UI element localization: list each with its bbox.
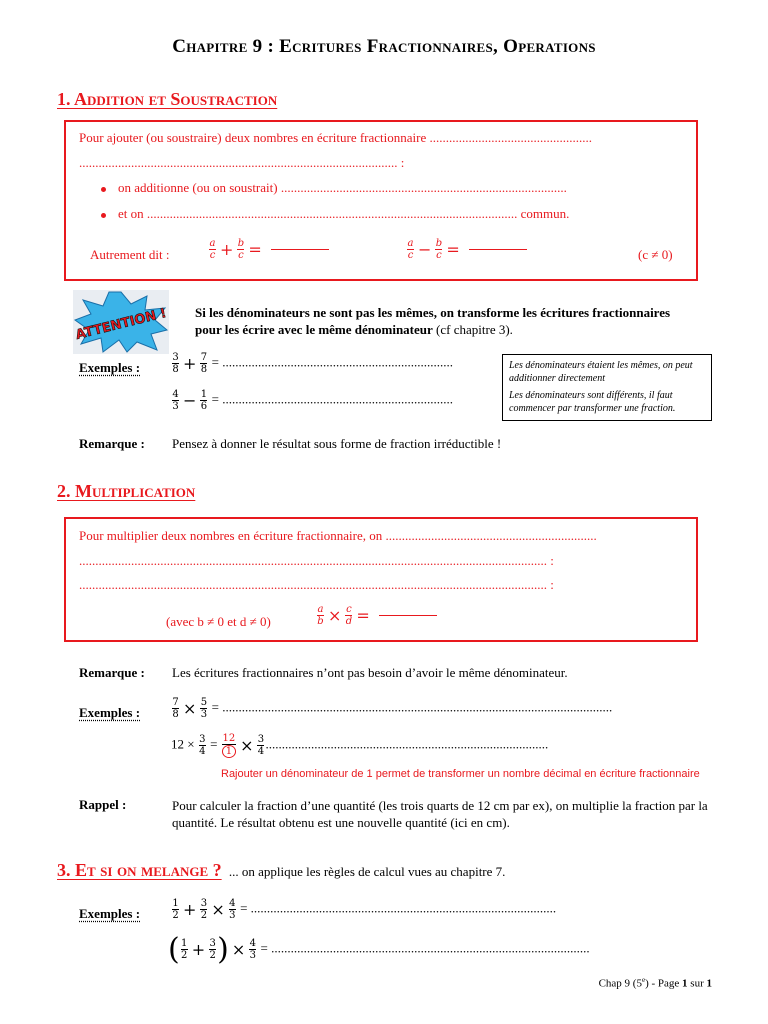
fraction-7-8: $\frac{7}{8}$	[200, 352, 208, 375]
page-title: Chapitre 9 : Ecritures Fractionnaires, Operations	[172, 36, 596, 57]
multiplication-rule-line1: Pour multiplier deux nombres en écriture fractionnaire, on .................................................................	[79, 528, 597, 543]
remarque-label-2: Remarque :	[79, 665, 145, 680]
fraction-3-2: $\frac{3}{2}$	[200, 898, 208, 921]
fraction-1-2: $\frac{1}{2}$	[181, 938, 188, 961]
footer-sup: e	[641, 976, 646, 984]
addition-rule-line1: Pour ajouter (ou soustraire) deux nombres en écriture fractionnaire ..................................................	[79, 130, 593, 145]
page-footer	[599, 976, 712, 990]
addition-condition: (c ≠ 0)	[638, 247, 673, 262]
footer-chapter: Chap 9 (5	[598, 977, 642, 990]
autrement-label: Autrement dit :	[90, 247, 170, 262]
section-3-title: 3. Et si on melange ?	[57, 860, 222, 880]
attention-text-rest: (cf chapitre 3).	[432, 322, 513, 337]
example-2-2: 12 × $\frac{3}{4}$ = $\frac{12}{1}$ × $\frac{3}{4}$ .......................................................................................	[171, 733, 549, 757]
fraction-7-8: $\frac{7}{8}$	[172, 697, 179, 720]
example-2-2-prefix: 12 ×	[171, 736, 195, 752]
example-1-2: $\frac{4}{3}$ − $\frac{1}{6}$ = .......................................................................	[172, 389, 453, 412]
addition-bullet-1	[101, 180, 567, 196]
attention-text	[195, 304, 695, 338]
section-3-header	[57, 860, 505, 881]
rappel-text: Pour calculer la fraction d’une quantité (les trois quarts de 12 cm par ex), on multiplie la fraction par la quantité. Le résultat obtenu est une nouvelle quantité (ici en cm).	[172, 798, 708, 830]
example-3-1: $\frac{1}{2}$ + $\frac{3}{2}$ × $\frac{4}{3}$ = ..............................................................................................	[172, 898, 557, 921]
attention-text-bold: Si les dénominateurs ne sont pas les mêmes, on transforme les écritures fractionnaires pour les écrire avec le même dénominateur	[195, 305, 671, 337]
note-box	[502, 354, 712, 421]
example-3-1-dots: = ..............................................................................................	[240, 900, 557, 916]
footer-sur: sur	[687, 977, 707, 990]
addition-formula: $\frac{a}{c}$ + $\frac{b}{c}$ =	[208, 238, 329, 261]
note-1: Les dénominateurs étaient les mêmes, on peut additionner directement	[509, 360, 693, 384]
attention-image	[73, 290, 169, 354]
multiplication-rule-line3: ................................................................................................................................................ :	[79, 577, 554, 592]
addition-rule-line2: .................................................................................................. :	[79, 155, 405, 170]
fraction-c-over-d: $\frac{c}{d}$	[345, 604, 353, 627]
remarque-text-1: Pensez à donner le résultat sous forme de fraction irréductible !	[172, 436, 502, 451]
fraction-12-1: $\frac{12}{1}$	[222, 733, 236, 757]
fraction-4-3: $\frac{4}{3}$	[172, 389, 179, 412]
section-1-title: 1. Addition et Soustraction	[57, 89, 278, 109]
example-1-1: $\frac{3}{8}$ + $\frac{7}{8}$ = .......................................................................	[172, 352, 453, 375]
circled-denominator: 1	[222, 745, 236, 758]
exemples-label-2: Exemples :	[79, 705, 141, 720]
remarque-text-2: Les écritures fractionnaires n’ont pas besoin d’avoir le même dénominateur.	[172, 665, 568, 680]
fraction-1-6: $\frac{1}{6}$	[200, 389, 208, 412]
multiplication-formula: $\frac{a}{b}$ × $\frac{c}{d}$ =	[316, 604, 437, 627]
section-2-title: 2. Multiplication	[57, 481, 196, 501]
fraction-a-over-c: $\frac{a}{c}$	[209, 238, 216, 261]
fraction-4-3: $\frac{4}{3}$	[249, 938, 256, 961]
example-3-2: ( $\frac{1}{2}$ + $\frac{3}{2}$ ) × $\frac{4}{3}$ = ..................................................................................................	[168, 932, 590, 967]
remarque-label-1: Remarque :	[79, 436, 145, 451]
rappel-label: Rappel :	[79, 797, 127, 812]
fraction-1-2: $\frac{1}{2}$	[172, 898, 179, 921]
fraction-a-over-b: $\frac{a}{b}$	[317, 604, 324, 627]
example-2-2-dots: .......................................................................................	[265, 736, 549, 752]
exemples-label-1: Exemples :	[79, 360, 141, 375]
answer-blank	[379, 615, 437, 616]
fraction-3-2: $\frac{3}{2}$	[209, 938, 216, 961]
example-2-1-dots: = ........................................................................................................................	[211, 699, 613, 715]
fraction-3-4: $\frac{3}{4}$	[257, 734, 265, 757]
section-3-subtitle: ... on applique les règles de calcul vues au chapitre 7.	[228, 864, 506, 879]
subtraction-formula: $\frac{a}{c}$ − $\frac{b}{c}$ =	[406, 238, 527, 261]
multiplication-condition: (avec b ≠ 0 et d ≠ 0)	[166, 614, 271, 629]
example-1-2-dots: .......................................................................	[222, 391, 453, 407]
bullet-1-text: on additionne (ou on soustrait) ........................................................................................	[118, 180, 567, 195]
fraction-5-3: $\frac{5}{3}$	[200, 697, 208, 720]
decimal-hint: Rajouter un dénominateur de 1 permet de transformer un nombre décimal en écriture fractionnaire	[221, 768, 700, 780]
fraction-b-over-c: $\frac{b}{c}$	[237, 238, 245, 261]
footer-page-total: 1	[706, 977, 712, 990]
fraction-b-over-c: $\frac{b}{c}$	[435, 238, 443, 261]
footer-page-number: 1	[682, 977, 688, 990]
answer-blank	[469, 249, 527, 250]
attention-burst-icon	[73, 290, 169, 354]
addition-bullet-2	[101, 206, 569, 222]
attention-label: ATTENTION !	[74, 305, 169, 344]
fraction-4-3: $\frac{4}{3}$	[229, 898, 236, 921]
example-1-1-dots: .......................................................................	[222, 354, 453, 370]
multiplication-rule-line2: ................................................................................................................................................ :	[79, 553, 554, 568]
fraction-3-8: $\frac{3}{8}$	[172, 352, 179, 375]
bullet-icon	[101, 213, 106, 218]
example-2-1: $\frac{7}{8}$ × $\frac{5}{3}$ = ........................................................................................................................	[172, 697, 613, 720]
example-3-2-dots: = ..................................................................................................	[260, 940, 590, 956]
bullet-icon	[101, 187, 106, 192]
note-2: Les dénominateurs sont différents, il faut commencer par transformer une fraction.	[509, 390, 676, 414]
bullet-2-text: et on .................................................................................................................. commun.	[118, 206, 570, 221]
exemples-label-3: Exemples :	[79, 906, 141, 921]
answer-blank	[271, 249, 329, 250]
fraction-3-4: $\frac{3}{4}$	[199, 734, 206, 757]
fraction-a-over-c: $\frac{a}{c}$	[407, 238, 414, 261]
footer-page-label: ) - Page	[645, 977, 683, 990]
